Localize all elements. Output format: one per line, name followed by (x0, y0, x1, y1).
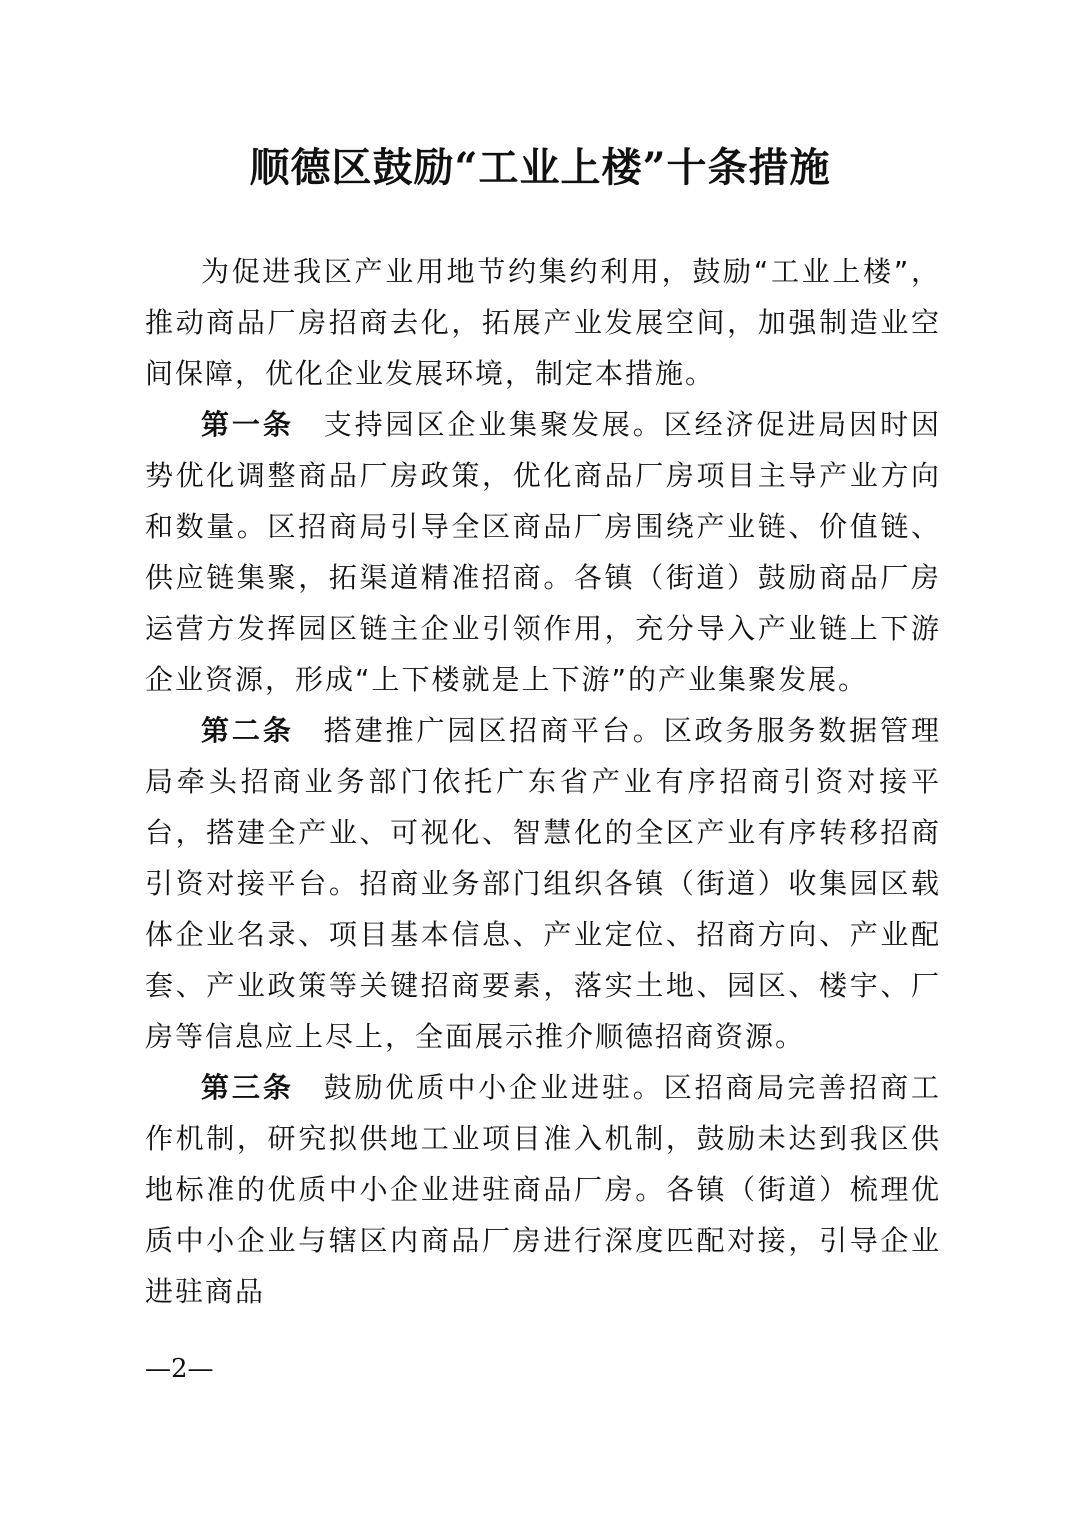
intro-paragraph: 为促进我区产业用地节约集约利用，鼓励“工业上楼”，推动商品厂房招商去化，拓展产业发展空间，加强制造业空间保障，优化企业发展环境，制定本措施。 (145, 255, 941, 390)
article-3-text: 鼓励优质中小企业进驻。区招商局完善招商工作机制，研究拟供地工业项目准入机制，鼓励未达到我区供地标准的优质中小企业进驻商品厂房。各镇（街道）梳理优质中小企业与辖区内商品厂房进行深度匹配对接，引导企业进驻商品 (145, 1071, 941, 1308)
article-1-label: 第一条 (201, 408, 294, 441)
article-2-label: 第二条 (201, 714, 294, 747)
article-2-paragraph (145, 705, 941, 1062)
article-1-paragraph (145, 399, 941, 705)
document-body (145, 246, 941, 1317)
article-1-text: 支持园区企业集聚发展。区经济促进局因时因势优化调整商品厂房政策，优化商品厂房项目主导产业方向和数量。区招商局引导全区商品厂房围绕产业链、价值链、供应链集聚，拓渠道精准招商。各镇（街道）鼓励商品厂房运营方发挥园区链主企业引领作用，充分导入产业链上下游企业资源，形成“上下楼就是上下游”的产业集聚发展。 (145, 408, 941, 696)
article-3-label: 第三条 (201, 1071, 294, 1104)
document-title: 顺德区鼓励“工业上楼”十条措施 (249, 144, 831, 191)
article-2-text: 搭建推广园区招商平台。区政务服务数据管理局牵头招商业务部门依托广东省产业有序招商引资对接平台，搭建全产业、可视化、智慧化的全区产业有序转移招商引资对接平台。招商业务部门组织各镇（街道）收集园区载体企业名录、项目基本信息、产业定位、招商方向、产业配套、产业政策等关键招商要素，落实土地、园区、楼宇、厂房等信息应上尽上，全面展示推介顺德招商资源。 (145, 714, 941, 1053)
page-number: —2— (145, 1354, 214, 1384)
article-3-paragraph (145, 1062, 941, 1317)
